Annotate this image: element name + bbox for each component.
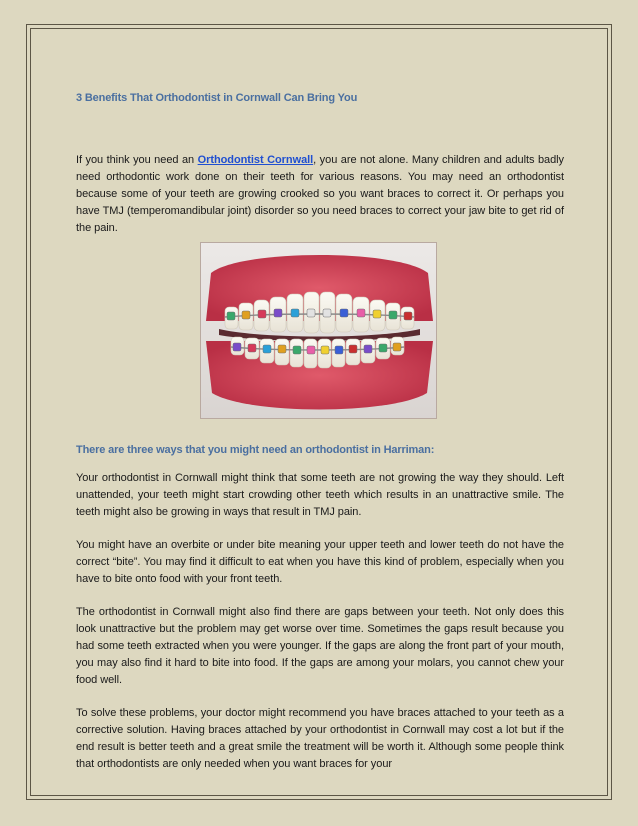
intro-paragraph	[76, 152, 564, 237]
article-title: 3 Benefits That Orthodontist in Cornwall Can Bring You	[76, 92, 358, 104]
intro-before: If you think you need an	[76, 154, 198, 166]
paragraph-crowding: Your orthodontist in Cornwall might think that some teeth are not growing the way they should. Left unattended, your teeth might start crowding other teeth which results in an unattractive smile. The teeth might also be growing in ways that result in TMJ pain.	[76, 472, 564, 518]
braces-teeth-model-image	[200, 242, 437, 419]
braces-teeth-illustration	[201, 243, 437, 419]
paragraph-gaps: The orthodontist in Cornwall might also find there are gaps between your teeth. Not only does this look unattractive but the problem may get worse over time. Sometimes the gaps result because you had some teeth extracted when you were younger. If the gaps are along the front part of your mouth, you may also find it hard to bite into food. If the gaps are among your molars, you cannot chew your food well.	[76, 606, 564, 686]
intro-after: , you are not alone. Many children and adults badly need orthodontic work done on their teeth for various reasons. You may need an orthodontist because some of your teeth are growing crooked so you want braces to correct it. Or perhaps you have TMJ (temperomandibular joint) disorder so you need braces to correct your jaw bite to get rid of the pain.	[76, 154, 564, 234]
paragraph-bite: You might have an overbite or under bite meaning your upper teeth and lower teeth do not have the correct “bite”. You may find it difficult to eat when you have this kind of problem, especially when you have to bite onto food with your front teeth.	[76, 539, 564, 585]
orthodontist-cornwall-link[interactable]: Orthodontist Cornwall	[197, 154, 314, 166]
paragraph-solution: To solve these problems, your doctor might recommend you have braces attached to your teeth as a corrective solution. Having braces attached by your orthodontist in Cornwall may cost a lot but if the end result is better teeth and a great smile the treatment will be worth it. Although some people think that orthodontists are only needed when you want braces for your	[76, 707, 564, 770]
article	[76, 92, 564, 773]
section-subheading: There are three ways that you might need an orthodontist in Harriman:	[76, 444, 435, 456]
